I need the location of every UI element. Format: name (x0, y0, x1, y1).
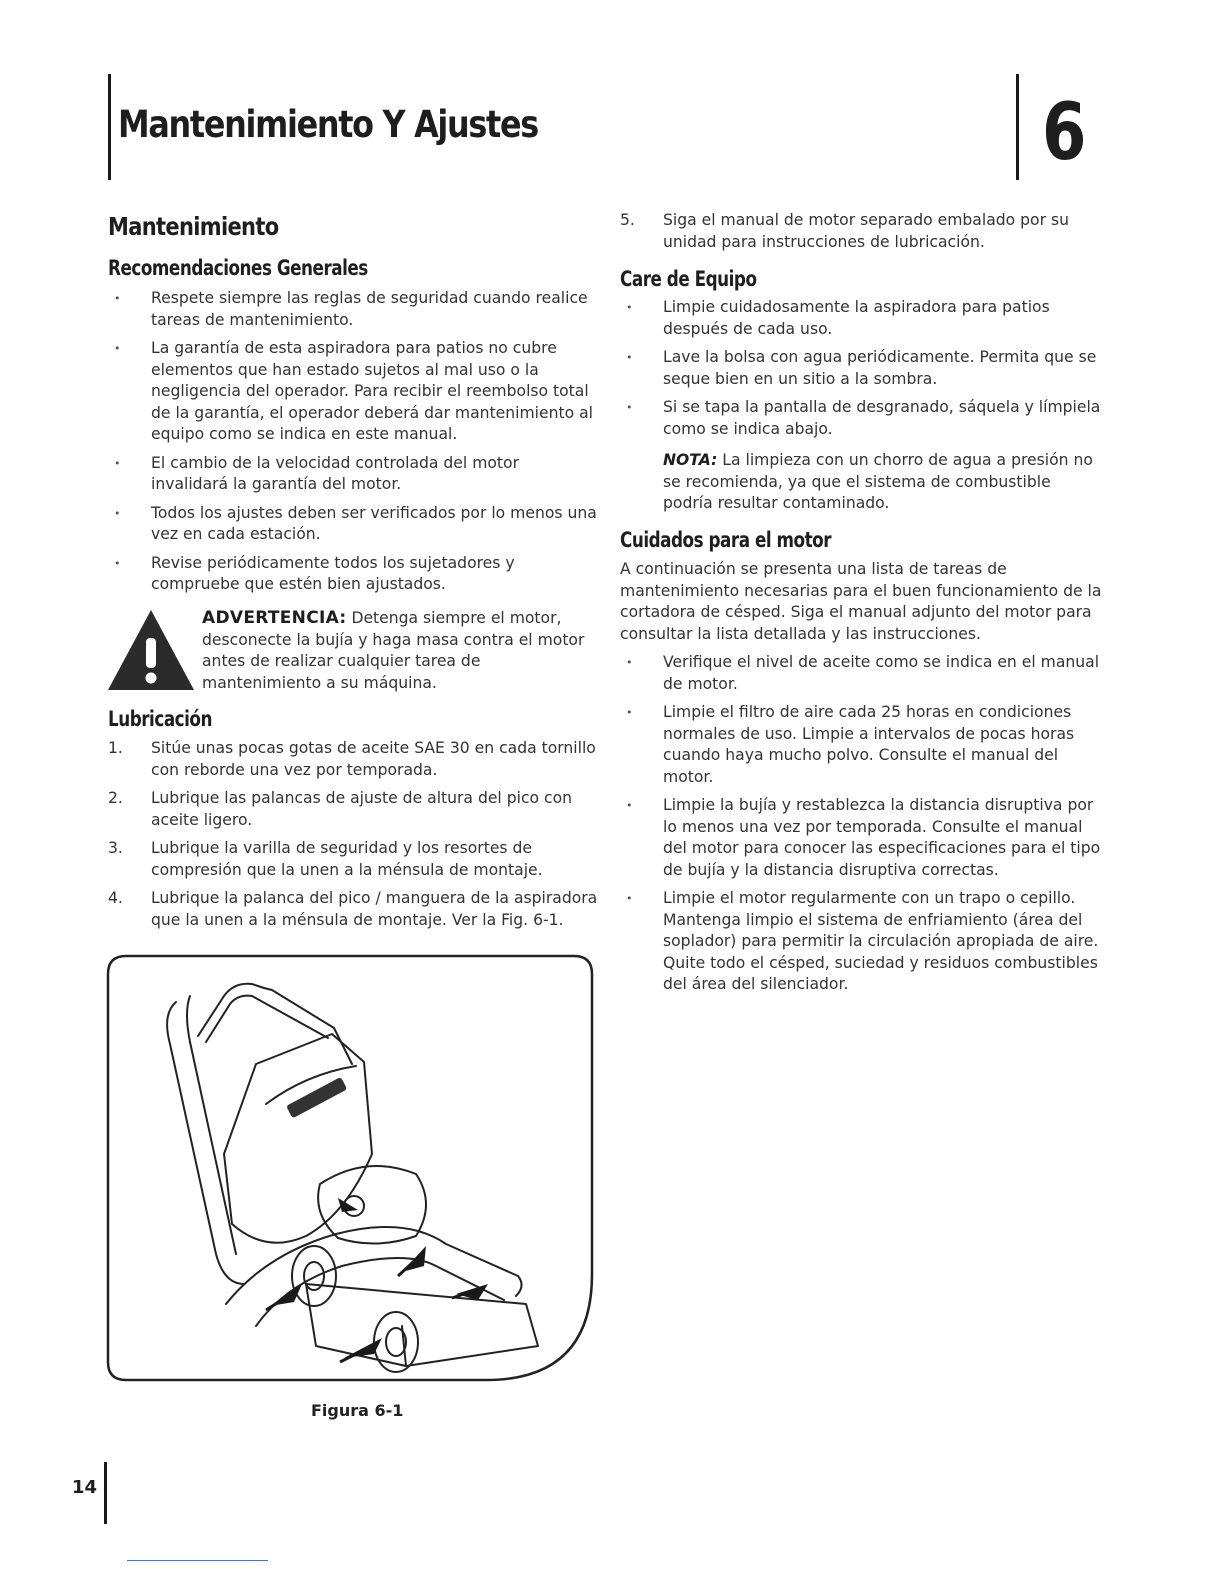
footer-underline (127, 1560, 268, 1561)
lubrication-list-continued (620, 210, 1110, 253)
subsection-title-equipment-care: Care de Equipo (620, 267, 757, 291)
subsection-title-engine-care: Cuidados para el motor (620, 528, 832, 552)
list-item: • Revise periódicamente todos los sujetadores y compruebe que estén bien ajustados. (108, 553, 598, 596)
list-item: 4. Lubrique la palanca del pico / manguera de la aspiradora que la unen a la ménsula de montaje. Ver la Fig. 6-1. (108, 889, 598, 929)
lubrication-list (108, 738, 598, 931)
list-item: • Respete siempre las reglas de seguridad cuando realice tareas de mantenimiento. (108, 288, 598, 331)
warning-body: Detenga siempre el motor, desconecte la bujía y haga masa contra el motor antes de realizar cualquier tarea de mantenimiento a su máquina. (202, 609, 585, 692)
engine-care-list (620, 652, 1110, 996)
list-item: • Limpie la bujía y restablezca la distancia disruptiva por lo menos una vez por temporada. Consulte el manual del motor para conocer las especificaciones para el tipo de bujía y la distancia disruptiva correctas. (620, 795, 1110, 881)
list-item: • El cambio de la velocidad controlada del motor invalidará la garantía del motor. (108, 453, 598, 496)
header-rule-left (108, 74, 111, 180)
warning-triangle-icon (106, 608, 196, 692)
chapter-title: Mantenimiento Y Ajustes (118, 103, 538, 146)
general-recommendations-list (108, 288, 598, 596)
figure-caption: Figura 6-1 (311, 1401, 404, 1420)
footer-rule (104, 1462, 107, 1524)
list-item: • Limpie el motor regularmente con un trapo o cepillo. Mantenga limpio el sistema de enfriamiento (área del soplador) para permitir la circulación apropiada de aire. Quite todo el césped, suciedad y residuos combustibles del área del silenciador. (620, 888, 1110, 996)
figure-lawn-vacuum-illustration (106, 954, 594, 1382)
warning-label: ADVERTENCIA: (202, 608, 347, 628)
subsection-title-lubrication: Lubricación (108, 707, 212, 731)
list-item: 2. Lubrique las palancas de ajuste de altura del pico con aceite ligero. (108, 789, 573, 829)
subsection-title-general: Recomendaciones Generales (108, 256, 368, 280)
warning-message (202, 608, 602, 694)
list-item: • La garantía de esta aspiradora para patios no cubre elementos que han estado sujetos al mal uso o la negligencia del operador. Para recibir el reembolso total de la garantía, el operador deberá dar mantenimiento al equipo como se indica en este manual. (108, 338, 598, 446)
note-label: NOTA: (663, 451, 718, 469)
equipment-care-list (620, 297, 1110, 440)
list-item: • Limpie cuidadosamente la aspiradora para patios después de cada uso. (620, 297, 1110, 340)
engine-care-intro: A continuación se presenta una lista de tareas de mantenimiento necesarias para el buen funcionamiento de la cortadora de césped. Siga el manual adjunto del motor para consultar la lista detallada y las instrucciones. (620, 560, 1102, 643)
list-item: 3. Lubrique la varilla de seguridad y los resortes de compresión que la unen a la ménsula de montaje. (108, 839, 543, 879)
list-item: • Verifique el nivel de aceite como se indica en el manual de motor. (620, 652, 1110, 695)
note-text: La limpieza con un chorro de agua a presión no se recomienda, ya que el sistema de combustible podría resultar contaminado. (663, 451, 1093, 512)
list-item: • Limpie el filtro de aire cada 25 horas en condiciones normales de uso. Limpie a intervalos de pocas horas cuando haya mucho polvo. Consulte el manual del motor. (620, 702, 1110, 788)
header-rule-right (1016, 74, 1019, 180)
list-item: • Todos los ajustes deben ser verificados por lo menos una vez en cada estación. (108, 503, 598, 546)
list-item: • Si se tapa la pantalla de desgranado, sáquela y límpiela como se indica abajo. (620, 397, 1110, 440)
section-title-maintenance: Mantenimiento (108, 212, 279, 241)
list-item: 1. Sitúe unas pocas gotas de aceite SAE 30 en cada tornillo con reborde una vez por temporada. (108, 739, 596, 779)
list-item: • Lave la bolsa con agua periódicamente. Permita que se seque bien en un sitio a la sombra. (620, 347, 1110, 390)
chapter-number: 6 (1042, 88, 1087, 178)
page-number: 14 (72, 1477, 98, 1498)
care-note (663, 450, 1103, 515)
list-item: 5. Siga el manual de motor separado embalado por su unidad para instrucciones de lubricación. (620, 211, 1069, 251)
